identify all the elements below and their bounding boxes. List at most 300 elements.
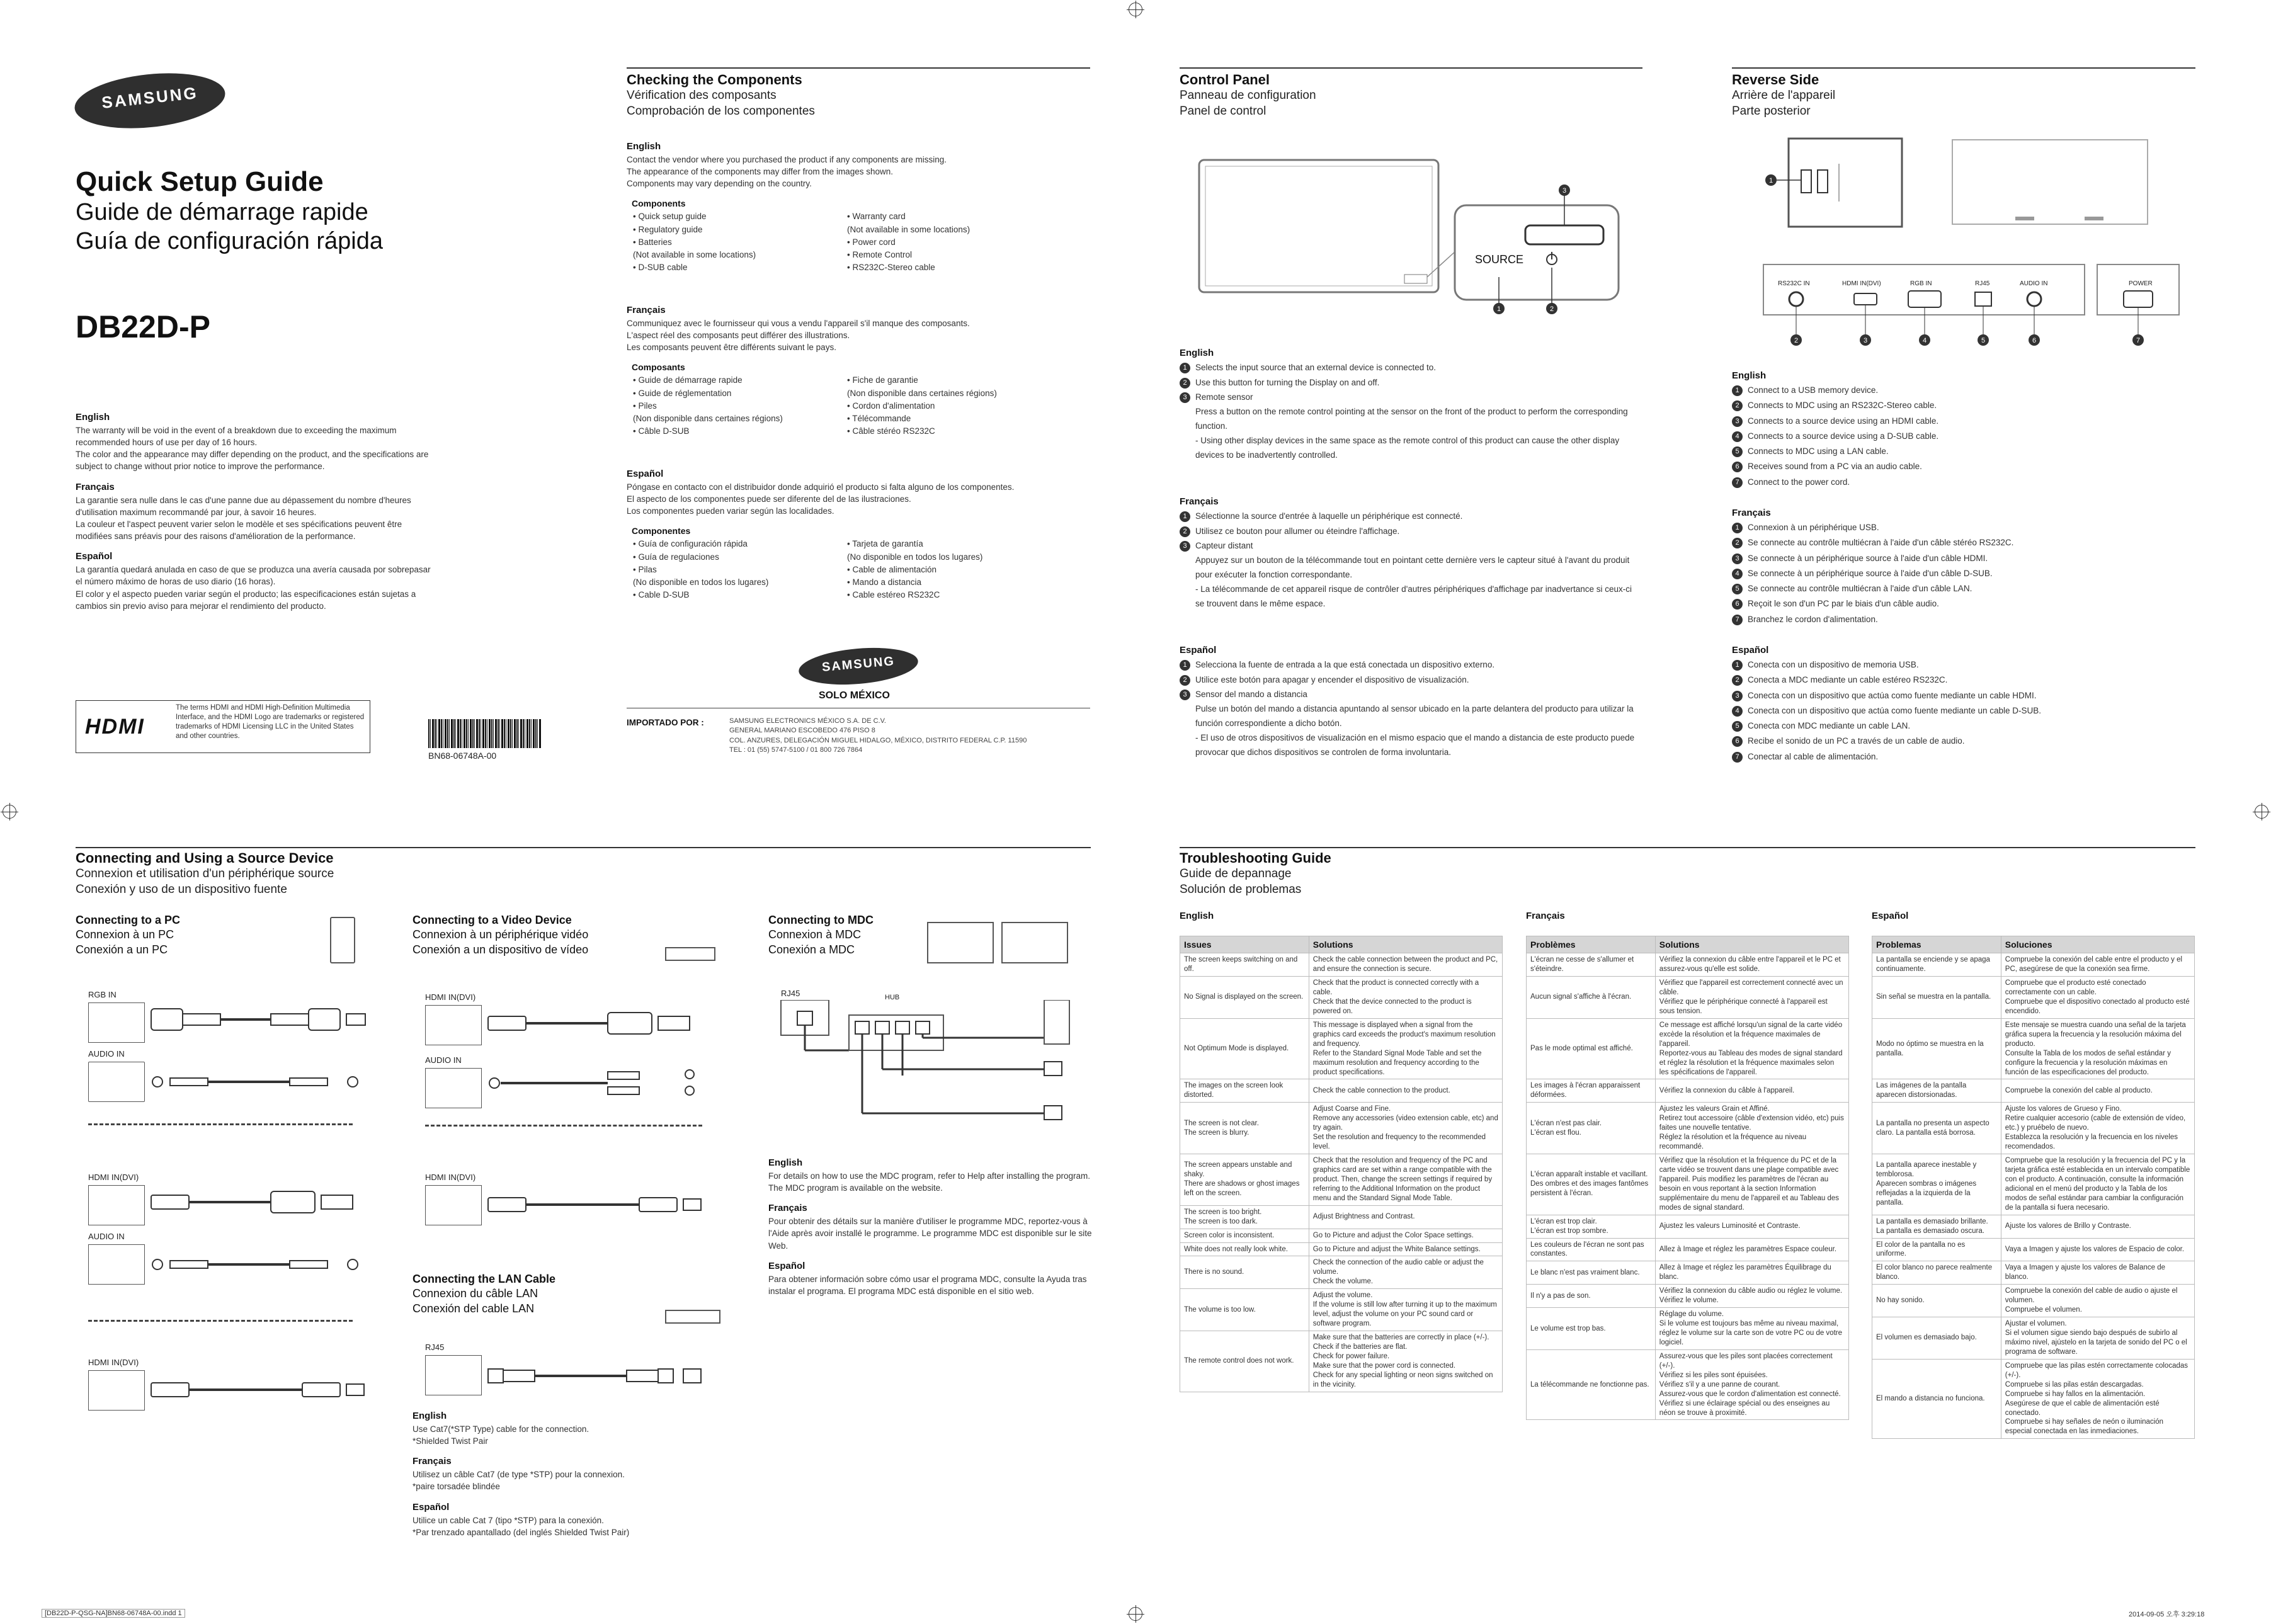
solution-cell: Allez à Image et réglez les paramètres Équilibrage du blanc. <box>1655 1261 1848 1285</box>
video-divider <box>425 1125 702 1127</box>
components-fr-right <box>847 374 1061 438</box>
components-fr-subheading: Composants <box>632 362 685 373</box>
number-badge: 3 <box>1180 690 1190 700</box>
trouble-title: Troubleshooting Guide <box>1180 850 1331 866</box>
table-row <box>1527 953 1849 977</box>
table-row <box>1527 1079 1849 1103</box>
lan-es-text: Utilice un cable Cat 7 (tipo *STP) para la conexión. *Par trenzado apantallado (del inglés Shielded Twist Pair) <box>413 1515 630 1537</box>
list-item: • Câble stéréo RS232C <box>847 425 1061 438</box>
list-item: • Guide de démarrage rapide <box>633 374 847 387</box>
pc-title-es: Conexión a un PC <box>76 943 168 956</box>
reverse-rule <box>1732 67 2195 69</box>
list-item: 6 Reçoit le son d'un PC par le biais d'un câble audio. <box>1732 596 2195 611</box>
pc-heading <box>76 913 180 957</box>
list-item: 2 Utilice este botón para apagar y encender el dispositivo de visualización. <box>1180 673 1642 688</box>
issue-cell: The images on the screen look distorted. <box>1180 1079 1309 1103</box>
components-en-subheading: Components <box>632 198 686 209</box>
audio-in-label: AUDIO IN <box>88 1049 125 1059</box>
list-item: 6 Receives sound from a PC via an audio cable. <box>1732 459 2195 474</box>
svg-text:3: 3 <box>1863 337 1868 344</box>
port-label-rj45: RJ45 <box>1975 280 1990 287</box>
issue-cell: Les couleurs de l'écran ne sont pas constantes. <box>1527 1238 1656 1261</box>
table-row <box>1180 977 1503 1019</box>
solution-cell: Ajustez les valeurs Grain et Affiné. Retirez tout accessoire (câble d'extension vidéo, etc) puis faites une nouvelle tentative. Réglez la résolution et la fréquence au niveau recommandé. <box>1655 1103 1848 1154</box>
number-badge: 7 <box>1732 752 1743 763</box>
video-hdmi-port-box <box>425 1005 482 1045</box>
issue-cell: La pantalla se enciende y se apaga continuamente. <box>1872 953 2001 977</box>
hdmi-port-box <box>88 1185 145 1225</box>
components-es-right <box>847 538 1061 601</box>
issue-cell: L'écran n'est pas clair. L'écran est flou. <box>1527 1103 1656 1154</box>
video-device-icon <box>665 947 715 961</box>
mdc-rj45-label: RJ45 <box>781 989 800 998</box>
table-row <box>1872 977 2195 1019</box>
lan-heading <box>413 1272 555 1316</box>
video-hdmi-port-box-2 <box>425 1185 482 1225</box>
trouble-sub-es: Solución de problemas <box>1180 882 1302 896</box>
mdc-display-icon-1 <box>927 922 994 963</box>
mdc-network-diagram <box>780 1000 1076 1139</box>
list-item: • Fiche de garantie (Non disponible dans certaines régions) <box>847 374 1061 400</box>
issue-cell: El mando a distancia no funciona. <box>1872 1359 2001 1439</box>
issue-cell: Le volume est trop bas. <box>1527 1308 1656 1350</box>
cover-es-text: La garantía quedará anulada en caso de que se produzca una avería causada por sobrepasar el número máximo de horas de uso diario (16 horas). El color y el aspecto pueden variar según el producto; las especificaciones están sujetas a cambios sin previo aviso para mejorar el rendimiento del producto. <box>76 565 431 611</box>
list-item: 1 Selects the input source that an external device is connected to. <box>1180 360 1642 375</box>
solution-cell: This message is displayed when a signal from the graphics card exceeds the product's maximum resolution and frequency. Refer to the Standard Signal Mode Table and set the maximum resolution and frequency according to the product specifications. <box>1309 1018 1502 1079</box>
lan-title-es: Conexión del cable LAN <box>413 1302 535 1315</box>
footer-file-info: [DB22D-P-QSG-NA]BN68-06748A-00.indd 1 <box>42 1609 185 1618</box>
control-en-heading: English <box>1180 348 1214 358</box>
solution-cell: Go to Picture and adjust the White Balance settings. <box>1309 1242 1502 1256</box>
control-sub-es: Panel de control <box>1180 104 1266 118</box>
list-item: • RS232C-Stereo cable <box>847 261 1061 274</box>
table-header: Solutions <box>1309 936 1502 953</box>
solution-cell: Adjust the volume. If the volume is still low after turning it up to the maximum level, adjust the volume on your PC sound card or software program. <box>1309 1289 1502 1331</box>
list-item: 2 Connects to MDC using an RS232C-Stereo cable. <box>1732 398 2195 413</box>
solution-cell: Check the cable connection to the product. <box>1309 1079 1502 1103</box>
mdc-title: Connecting to MDC <box>768 914 874 926</box>
table-row <box>1180 1103 1503 1154</box>
reverse-en-heading: English <box>1732 370 1767 381</box>
reverse-es <box>1732 636 2195 764</box>
list-item: • Cable de alimentación <box>847 564 1061 576</box>
solution-cell: Compruebe la conexión del cable al producto. <box>2001 1079 2194 1103</box>
mdc-en-text: For details on how to use the MDC program, refer to Help after installing the program. The MDC program is available on the website. <box>768 1171 1090 1193</box>
number-badge: 2 <box>1732 400 1743 411</box>
solution-cell: Vérifiez que la résolution et la fréquence du PC et de la carte vidéo se trouvent dans une plage compatible avec l'appareil. Puis modifiez les paramètres de l'écran au besoin en vous reportant à la section Information supplémentaire du menu de l'appareil et au Tableau des modes de signal standard. <box>1655 1154 1848 1215</box>
list-item: • Guía de regulaciones <box>633 551 847 564</box>
pc-title: Connecting to a PC <box>76 914 180 926</box>
samsung-logo-text: SAMSUNG <box>100 83 200 112</box>
control-fr-heading: Français <box>1180 496 1219 507</box>
list-item: 3 Se connecte à un périphérique source à l'aide d'un câble HDMI. <box>1732 551 2195 566</box>
number-badge: 7 <box>1732 615 1743 625</box>
pc-divider-2 <box>88 1320 353 1322</box>
list-item: 2 Use this button for turning the Display on and off. <box>1180 375 1642 390</box>
number-badge: 1 <box>1180 660 1190 671</box>
components-es-grid <box>633 538 1093 601</box>
table-row <box>1527 1349 1849 1420</box>
issue-cell: Aucun signal s'affiche à l'écran. <box>1527 977 1656 1019</box>
list-item: 4 Connects to a source device using a D-SUB cable. <box>1732 429 2195 444</box>
table-row <box>1180 1154 1503 1206</box>
cover-fr-text: La garantie sera nulle dans le cas d'une panne due au dépassement du nombre d'heures d'utilisation maximum recommandé par jour, à savoir 16 heures. La couleur et l'aspect peuvent varier selon le modèle et ses spécifications peuvent être modifiées sans préavis pour des raisons d'amélioration de la performance. <box>76 495 411 542</box>
lan-hub-icon <box>665 1310 720 1324</box>
issue-cell: El color blanco no parece realmente blanco. <box>1872 1261 2001 1285</box>
components-fr-left <box>633 374 847 438</box>
issue-cell: Il n'y a pas de son. <box>1527 1285 1656 1308</box>
table-row <box>1872 1018 2195 1079</box>
barcode-number: BN68-06748A-00 <box>428 751 497 761</box>
table-row <box>1872 1154 2195 1215</box>
components-es-heading: Español <box>627 468 664 479</box>
number-badge: 2 <box>1180 378 1190 389</box>
issue-cell: There is no sound. <box>1180 1256 1309 1289</box>
list-item: • Tarjeta de garantía (No disponible en todos los lugares) <box>847 538 1061 564</box>
connect-sub-es: Conexión y uso de un dispositivo fuente <box>76 882 287 896</box>
number-badge: 1 <box>1732 385 1743 396</box>
lan-rj45-port-box <box>425 1355 482 1395</box>
table-row <box>1872 1079 2195 1103</box>
port-label-rgb: RGB IN <box>1910 280 1932 287</box>
number-badge: 1 <box>1732 523 1743 533</box>
table-row <box>1180 1256 1503 1289</box>
video-heading <box>413 913 588 957</box>
mdc-en-heading: English <box>768 1157 803 1168</box>
list-item: 5 Se connecte au contrôle multiécran à l'aide d'un câble LAN. <box>1732 581 2195 596</box>
table-row <box>1872 1215 2195 1238</box>
solution-cell: Vaya a Imagen y ajuste los valores de Balance de blanco. <box>2001 1261 2194 1285</box>
pc-dvi-cable-diagram <box>145 1184 372 1291</box>
control-header <box>1180 72 1316 119</box>
issue-cell: Sin señal se muestra en la pantalla. <box>1872 977 2001 1019</box>
number-badge: 3 <box>1732 691 1743 701</box>
audio-port-box <box>88 1062 145 1102</box>
list-item: 3 Capteur distant <box>1180 538 1642 554</box>
number-badge: 6 <box>1732 462 1743 472</box>
registration-mark-top <box>1129 3 1142 16</box>
list-item: 2 Se connecte au contrôle multiécran à l'aide d'un câble stéréo RS232C. <box>1732 535 2195 550</box>
mdc-notes <box>768 1157 1093 1297</box>
number-badge: 3 <box>1180 541 1190 552</box>
footer-timestamp: 2014-09-05 오후 3:29:18 <box>2129 1611 2205 1618</box>
trouble-fr-heading: Français <box>1526 911 1565 921</box>
lan-cable-diagram <box>482 1360 709 1392</box>
svg-text:4: 4 <box>1922 337 1927 344</box>
lan-en-text: Use Cat7(*STP Type) cable for the connection. *Shielded Twist Pair <box>413 1424 589 1446</box>
hdmi-port-box-3 <box>88 1370 145 1411</box>
issue-cell: El color de la pantalla no es uniforme. <box>1872 1238 2001 1261</box>
video-audio-label: AUDIO IN <box>425 1055 462 1065</box>
components-es <box>627 460 1093 602</box>
number-badge: 1 <box>1180 511 1190 522</box>
pc-divider <box>88 1123 353 1125</box>
reverse-sub-es: Parte posterior <box>1732 104 1811 118</box>
mdc-fr-text: Pour obtenir des détails sur la manière d'utiliser le programme MDC, reportez-vous à l'Aide après avoir installé le programme. Le programme MDC est disponible sur le site Web. <box>768 1217 1092 1251</box>
control-es-extra: Pulse un botón del mando a distancia apuntando al sensor ubicado en la parte delantera del producto para utilizar la función correspondiente a dicho botón. - El uso de otros dispositivos de visualización en el mismo espacio que el mando a distancia de este producto puede provocar que dichos dispositivos se controlen de forma involuntaria. <box>1195 703 1635 757</box>
issue-cell: The remote control does not work. <box>1180 1331 1309 1392</box>
issue-cell: La pantalla no presenta un aspecto claro. La pantalla está borrosa. <box>1872 1103 2001 1154</box>
mdc-es-heading: Español <box>768 1260 805 1271</box>
solution-cell: Ajuste los valores de Grueso y Fino. Retire cualquier accesorio (cable de extensión de vídeo, etc.) y pruébelo de nuevo. Establezca la resolución y la frecuencia en los niveles recomendados. <box>2001 1103 2194 1154</box>
video-title-fr: Connexion à un périphérique vidéo <box>413 928 589 941</box>
port-label-rs232c: RS232C IN <box>1778 280 1810 287</box>
issue-cell: L'écran apparaît instable et vacillant. Des ombres et des images fantômes persistent à l'écran. <box>1527 1154 1656 1215</box>
table-row <box>1872 953 2195 977</box>
components-rule <box>627 67 1090 69</box>
solution-cell: Este mensaje se muestra cuando una señal de la tarjeta gráfica supera la frecuencia y la resolución máxima del producto. Consulte la Tabla de los modos de señal estándar y configure la frecuencia y la resolución máximas en función de las especificaciones del producto. <box>2001 1018 2194 1079</box>
hdmi-trademark-text: The terms HDMI and HDMI High-Definition Multimedia Interface, and the HDMI Logo are trademarks or registered trademarks of HDMI Licensing LLC in the United States and other countries. <box>176 704 365 740</box>
issue-cell: Not Optimum Mode is displayed. <box>1180 1018 1309 1079</box>
number-badge: 2 <box>1732 538 1743 548</box>
lan-en-heading: English <box>413 1411 447 1421</box>
issue-cell: The screen is not clear. The screen is blurry. <box>1180 1103 1309 1154</box>
lan-title: Connecting the LAN Cable <box>413 1273 556 1285</box>
connect-sub-fr: Connexion et utilisation d'un périphérique source <box>76 867 334 880</box>
list-item: 5 Conecta con MDC mediante un cable LAN. <box>1732 718 2195 734</box>
reverse-es-heading: Español <box>1732 645 1769 656</box>
number-badge: 4 <box>1732 431 1743 442</box>
trouble-table-es <box>1872 936 2195 1439</box>
mdc-fr-heading: Français <box>768 1203 807 1214</box>
table-row <box>1527 1018 1849 1079</box>
issue-cell: El volumen es demasiado bajo. <box>1872 1317 2001 1360</box>
control-en <box>1180 339 1642 463</box>
pc-cable-diagram <box>145 1001 372 1108</box>
list-item: • Guía de configuración rápida <box>633 538 847 550</box>
registration-mark-bottom <box>1129 1607 1142 1621</box>
list-item: 1 Connexion à un périphérique USB. <box>1732 520 2195 535</box>
solution-cell: Réglage du volume. Si le volume est toujours bas même au niveau maximal, réglez le volume sur la carte son de votre PC ou de votre logiciel. <box>1655 1308 1848 1350</box>
lan-rj45-label: RJ45 <box>425 1343 445 1352</box>
list-item: 4 Se connecte à un périphérique source à l'aide d'un câble D-SUB. <box>1732 566 2195 581</box>
solution-cell: Compruebe que el producto esté conectado correctamente con un cable. Compruebe que el dispositivo conectado al producto esté encendido. <box>2001 977 2194 1019</box>
importer-label: IMPORTADO POR : <box>627 718 704 727</box>
solution-cell: Compruebe que las pilas estén correctamente colocadas (+/-). Compruebe si las pilas están descargadas. Compruebe si hay fallos en la alimentación. Asegúrese de que el cable de alimentación esté conectado. Compruebe si hay señales de neón o iluminación especial conectada en las inmediaciones. <box>2001 1359 2194 1439</box>
table-row <box>1527 1215 1849 1238</box>
number-badge: 6 <box>1732 736 1743 747</box>
table-row <box>1872 1261 2195 1285</box>
video-title-es: Conexión a un dispositivo de vídeo <box>413 943 589 956</box>
reverse-en <box>1732 361 2195 490</box>
hdmi-in-label: HDMI IN(DVI) <box>88 1173 139 1182</box>
components-sub-fr: Vérification des composants <box>627 89 777 102</box>
table-row <box>1872 1317 2195 1360</box>
barcode <box>428 719 542 748</box>
reverse-sub-fr: Arrière de l'appareil <box>1732 89 1836 102</box>
pc-title-fr: Connexion à un PC <box>76 928 174 941</box>
issue-cell: Pas le mode optimal est affiché. <box>1527 1018 1656 1079</box>
trouble-es-heading: Español <box>1872 911 1909 921</box>
solution-cell: Assurez-vous que les piles sont placées correctement (+/-). Vérifiez si les piles sont épuisées. Vérifiez s'il y a une panne de courant. Assurez-vous que le cordon d'alimentation est connecté. Vérifiez si une éclairage spécial ou des enseignes au néon se trouve à proximité. <box>1655 1349 1848 1420</box>
solution-cell: Compruebe la conexión del cable entre el producto y el PC, asegúrese de que la conexión sea firme. <box>2001 953 2194 977</box>
solution-cell: Ajustar el volumen. Si el volumen sigue siendo bajo después de subirlo al máximo nivel, ajústelo en la tarjeta de sonido del PC o el programa de software. <box>2001 1317 2194 1360</box>
table-row <box>1872 1238 2195 1261</box>
table-row <box>1872 1285 2195 1317</box>
solo-mexico-label: SOLO MÉXICO <box>819 690 890 701</box>
control-es-heading: Español <box>1180 645 1217 656</box>
control-es <box>1180 636 1642 760</box>
registration-mark-left <box>3 805 16 819</box>
table-header: Problèmes <box>1527 936 1656 953</box>
table-header: Issues <box>1180 936 1309 953</box>
list-item: 1 Sélectionne la source d'entrée à laquelle un périphérique est connecté. <box>1180 509 1642 524</box>
svg-text:7: 7 <box>2136 337 2141 344</box>
cover-en-text: The warranty will be void in the event of a breakdown due to exceeding the maximum recommended hours of use per day of 16 hours. The color and the appearance may differ depending on the product, and the specifications are subject to change without prior notice to improve the performance. <box>76 426 429 472</box>
list-item: 5 Connects to MDC using a LAN cable. <box>1732 444 2195 459</box>
issue-cell: Le blanc n'est pas vraiment blanc. <box>1527 1261 1656 1285</box>
list-item: 2 Conecta a MDC mediante un cable estéreo RS232C. <box>1732 673 2195 688</box>
list-item: 2 Utilisez ce bouton pour allumer ou éteindre l'affichage. <box>1180 524 1642 539</box>
list-item: 7 Conectar al cable de alimentación. <box>1732 749 2195 764</box>
svg-text:5: 5 <box>1981 337 1986 344</box>
connect-header <box>76 850 334 897</box>
solution-cell: Vérifiez la connexion du câble entre l'appareil et le PC et assurez-vous qu'elle est solide. <box>1655 953 1848 977</box>
registration-mark-right <box>2255 805 2268 819</box>
samsung-logo-small-text: SAMSUNG <box>821 654 896 675</box>
video-title: Connecting to a Video Device <box>413 914 572 926</box>
table-row <box>1527 1285 1849 1308</box>
solution-cell: Check the connection of the audio cable or adjust the volume. Check the volume. <box>1309 1256 1502 1289</box>
audio-in-label-2: AUDIO IN <box>88 1232 125 1241</box>
table-row <box>1527 1261 1849 1285</box>
number-badge: 1 <box>1732 660 1743 671</box>
list-item: • Cable estéreo RS232C <box>847 589 1061 601</box>
trouble-header <box>1180 850 1331 897</box>
list-item: • Guide de réglementation <box>633 387 847 400</box>
list-item: • Pilas (No disponible en todos los lugares) <box>633 564 847 589</box>
solution-cell: Vérifiez la connexion du câble à l'appareil. <box>1655 1079 1848 1103</box>
svg-text:2: 2 <box>1549 305 1554 313</box>
table-row <box>1180 1289 1503 1331</box>
lan-title-fr: Connexion du câble LAN <box>413 1287 538 1300</box>
connect-rule <box>76 847 1091 848</box>
solution-cell: Check that the product is connected correctly with a cable. Check that the device connected to the product is powered on. <box>1309 977 1502 1019</box>
video-audio-port-box <box>425 1068 482 1108</box>
solution-cell: Allez à Image et réglez les paramètres Espace couleur. <box>1655 1238 1848 1261</box>
table-row <box>1180 1331 1503 1392</box>
solution-cell: Ajustez les valeurs Luminosité et Contraste. <box>1655 1215 1848 1238</box>
list-item: 3 Conecta con un dispositivo que actúa como fuente mediante un cable HDMI. <box>1732 688 2195 703</box>
reverse-side-diagram <box>1757 132 2192 353</box>
list-item: 6 Recibe el sonido de un PC a través de un cable de audio. <box>1732 734 2195 749</box>
table-row <box>1180 1229 1503 1242</box>
source-button-label: SOURCE <box>1475 253 1524 266</box>
solution-cell: Adjust Brightness and Contrast. <box>1309 1205 1502 1229</box>
components-fr <box>627 296 1093 438</box>
control-fr <box>1180 487 1642 611</box>
list-item: 3 Sensor del mando a distancia <box>1180 687 1642 702</box>
trouble-table-en <box>1180 936 1503 1392</box>
cover-notes <box>76 403 435 612</box>
issue-cell: Las imágenes de la pantalla aparecen distorsionadas. <box>1872 1079 2001 1103</box>
table-row <box>1872 1103 2195 1154</box>
audio-port-box-2 <box>88 1244 145 1285</box>
rgb-in-label: RGB IN <box>88 990 117 999</box>
pc-hdmi-cable-diagram <box>145 1370 372 1408</box>
number-badge: 2 <box>1180 526 1190 537</box>
issue-cell: La télécommande ne fonctionne pas. <box>1527 1349 1656 1420</box>
issue-cell: The volume is too low. <box>1180 1289 1309 1331</box>
control-en-extra: Press a button on the remote control pointing at the sensor on the front of the product to perform the corresponding function. - Using other display devices in the same space as the remote control of this product can cause the other display devices to be inadvertently controlled. <box>1195 406 1628 460</box>
importer-text: SAMSUNG ELECTRONICS MÉXICO S.A. DE C.V. GENERAL MARIANO ESCOBEDO 476 PISO 8 COL. ANZURES, DELEGACIÓN MIGUEL HIDALGO, MÉXICO, DISTRITO FEDERAL C.P. 11590 TEL : 01 (55) 5747-5100 / 01 800 726 7864 <box>729 717 1027 754</box>
mdc-title-fr: Connexion à MDC <box>768 928 862 941</box>
model-name: DB22D-P <box>76 309 210 344</box>
number-badge: 2 <box>1732 675 1743 686</box>
components-es-left <box>633 538 847 601</box>
issue-cell: White does not really look white. <box>1180 1242 1309 1256</box>
trouble-en-heading: English <box>1180 911 1214 921</box>
number-badge: 4 <box>1732 569 1743 579</box>
solution-cell: Make sure that the batteries are correctly in place (+/-). Check if the batteries are flat. Check for power failure. Make sure that the power cord is connected. Check for any special lighting or neon signs switched on in the vicinity. <box>1309 1331 1502 1392</box>
components-en-text: Contact the vendor where you purchased the product if any components are missing. The appearance of the components may differ from the images shown. Components may vary depending on the country. <box>627 155 947 189</box>
table-header: Soluciones <box>2001 936 2194 953</box>
cover-fr-heading: Français <box>76 481 115 492</box>
mdc-title-es: Conexión a MDC <box>768 943 855 956</box>
list-item: • Batteries (Not available in some locations) <box>633 236 847 262</box>
solution-cell: Compruebe que la resolución y la frecuencia del PC y la tarjeta gráfica esté establecida en un intervalo compatible con el producto. A continuación, consulte la información adicional en el menú del producto y la Tabla de los modos de señal estándar para cambiar la configuración de la pantalla si fuera necesario. <box>2001 1154 2194 1215</box>
list-item: 7 Branchez le cordon d'alimentation. <box>1732 612 2195 627</box>
control-rule <box>1180 67 1642 69</box>
reverse-title: Reverse Side <box>1732 72 1819 88</box>
table-header: Solutions <box>1655 936 1848 953</box>
list-item: • Remote Control <box>847 249 1061 261</box>
number-badge: 7 <box>1732 477 1743 488</box>
svg-text:3: 3 <box>1562 187 1567 195</box>
svg-text:1: 1 <box>1496 305 1501 313</box>
components-en <box>627 132 1093 275</box>
components-title: Checking the Components <box>627 72 802 88</box>
control-panel-diagram <box>1190 151 1631 327</box>
number-badge: 3 <box>1180 392 1190 403</box>
number-badge: 6 <box>1732 599 1743 610</box>
components-fr-grid <box>633 374 1093 438</box>
svg-text:1: 1 <box>1768 177 1773 185</box>
solution-cell: Vaya a Imagen y ajuste los valores de Espacio de color. <box>2001 1238 2194 1261</box>
lan-notes <box>413 1411 702 1538</box>
trouble-rule <box>1180 847 2195 848</box>
video-cable-diagram <box>482 1004 709 1111</box>
control-sub-fr: Panneau de configuration <box>1180 89 1316 102</box>
list-item: 1 Connect to a USB memory device. <box>1732 383 2195 398</box>
components-fr-text: Communiquez avec le fournisseur qui vous a vendu l'appareil s'il manque des composants. L'aspect réel des composants peut différer des illustrations. Les composants peuvent être différents suivant le pays. <box>627 319 970 353</box>
lan-fr-text: Utilisez un câble Cat7 (de type *STP) pour la connexion. *paire torsadée blindée <box>413 1470 625 1492</box>
issue-cell: La pantalla es demasiado brillante. La pantalla es demasiado oscura. <box>1872 1215 2001 1238</box>
components-en-grid <box>633 210 1093 274</box>
components-fr-heading: Français <box>627 305 666 315</box>
table-row <box>1180 953 1503 977</box>
video-hdmi-label: HDMI IN(DVI) <box>425 992 476 1002</box>
table-row <box>1180 1079 1503 1103</box>
components-en-heading: English <box>627 141 661 152</box>
components-es-text: Póngase en contacto con el distribuidor donde adquirió el producto si falta alguno de los componentes. El aspecto de los componentes puede ser diferente del de las ilustraciones. Los componentes pueden variar según las localidades. <box>627 482 1015 516</box>
list-item: 7 Connect to the power cord. <box>1732 475 2195 490</box>
port-label-audio: AUDIO IN <box>2020 280 2048 287</box>
list-item: 1 Conecta con un dispositivo de memoria USB. <box>1732 657 2195 673</box>
lan-fr-heading: Français <box>413 1456 452 1467</box>
list-item: 3 Remote sensor <box>1180 390 1642 405</box>
video-hdmi-cable-diagram <box>482 1185 709 1223</box>
issue-cell: The screen appears unstable and shaky. There are shadows or ghost images left on the screen. <box>1180 1154 1309 1206</box>
svg-text:2: 2 <box>1794 337 1799 344</box>
issue-cell: L'écran ne cesse de s'allumer et s'éteindre. <box>1527 953 1656 977</box>
reverse-fr-heading: Français <box>1732 508 1771 518</box>
components-en-left <box>633 210 847 274</box>
reverse-fr <box>1732 499 2195 627</box>
guide-title: Quick Setup Guide <box>76 166 324 197</box>
cover-en-heading: English <box>76 412 110 423</box>
table-row <box>1527 1154 1849 1215</box>
